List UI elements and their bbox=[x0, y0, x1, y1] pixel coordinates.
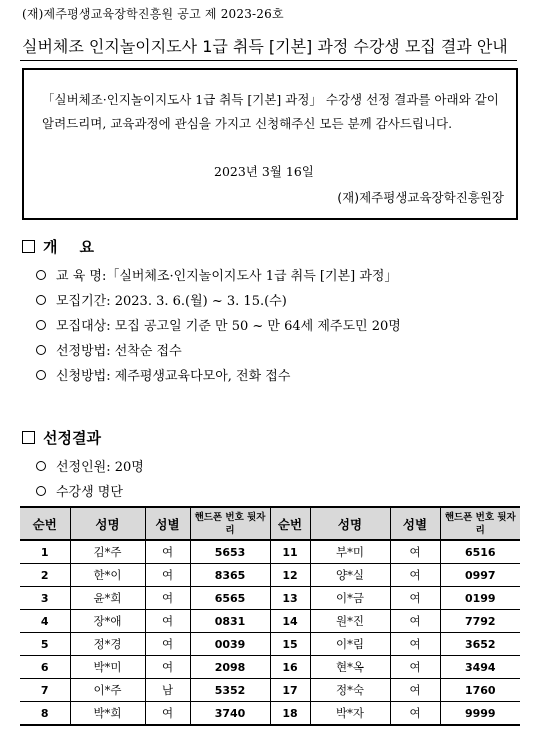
cell-phone: 3652 bbox=[440, 633, 520, 656]
result-item-text: 수강생 명단 bbox=[56, 485, 123, 500]
announcement-text: 「실버체조·인지놀이지도사 1급 취득 [기본] 과정」 수강생 선정 결과를 아래와 같이 알려드리며, 교육과정에 관심을 가지고 신청해주신 모든 분께 감사드립니다. bbox=[42, 92, 499, 131]
cell-name: 이*림 bbox=[310, 633, 390, 656]
table-row bbox=[20, 679, 520, 702]
table-row bbox=[20, 656, 520, 679]
cell-phone: 6565 bbox=[190, 587, 270, 610]
roster-table bbox=[20, 506, 520, 726]
cell-gender: 여 bbox=[390, 656, 440, 679]
cell-name: 정*숙 bbox=[310, 679, 390, 702]
list-item bbox=[36, 337, 401, 362]
list-item bbox=[36, 312, 401, 337]
cell-phone: 0039 bbox=[190, 633, 270, 656]
circle-bullet-icon bbox=[36, 270, 46, 280]
cell-name: 이*주 bbox=[70, 679, 145, 702]
cell-no: 6 bbox=[20, 656, 70, 679]
section-overview-label: 개요 bbox=[43, 238, 116, 256]
header-name: 성명 bbox=[310, 507, 390, 540]
cell-phone: 3740 bbox=[190, 702, 270, 726]
table-row bbox=[20, 587, 520, 610]
circle-bullet-icon bbox=[36, 320, 46, 330]
cell-phone: 0831 bbox=[190, 610, 270, 633]
cell-name: 원*진 bbox=[310, 610, 390, 633]
header-no: 순번 bbox=[20, 507, 70, 540]
cell-gender: 여 bbox=[145, 610, 190, 633]
cell-phone: 2098 bbox=[190, 656, 270, 679]
list-item bbox=[36, 287, 401, 312]
cell-no: 17 bbox=[270, 679, 310, 702]
announcement-box bbox=[22, 68, 518, 220]
circle-bullet-icon bbox=[36, 295, 46, 305]
cell-gender: 여 bbox=[145, 587, 190, 610]
cell-gender: 여 bbox=[145, 656, 190, 679]
cell-name: 박*희 bbox=[70, 702, 145, 726]
result-item-text: 선정인원: 20명 bbox=[56, 460, 144, 475]
cell-phone: 6516 bbox=[440, 540, 520, 564]
cell-gender: 여 bbox=[145, 702, 190, 726]
cell-phone: 7792 bbox=[440, 610, 520, 633]
cell-name: 현*옥 bbox=[310, 656, 390, 679]
cell-gender: 여 bbox=[390, 610, 440, 633]
cell-name: 윤*희 bbox=[70, 587, 145, 610]
circle-bullet-icon bbox=[36, 461, 46, 471]
overview-item-text: 모집대상: 모집 공고일 기준 만 50 ~ 만 64세 제주도민 20명 bbox=[56, 319, 401, 334]
cell-phone: 8365 bbox=[190, 564, 270, 587]
list-item bbox=[36, 362, 401, 387]
cell-no: 1 bbox=[20, 540, 70, 564]
cell-phone: 1760 bbox=[440, 679, 520, 702]
cell-no: 11 bbox=[270, 540, 310, 564]
header-gender: 성별 bbox=[390, 507, 440, 540]
cell-gender: 여 bbox=[390, 679, 440, 702]
result-list bbox=[36, 453, 144, 503]
table-row bbox=[20, 564, 520, 587]
cell-phone: 3494 bbox=[440, 656, 520, 679]
cell-name: 장*애 bbox=[70, 610, 145, 633]
cell-no: 13 bbox=[270, 587, 310, 610]
list-item bbox=[36, 262, 401, 287]
section-result-heading bbox=[22, 427, 101, 448]
circle-bullet-icon bbox=[36, 345, 46, 355]
cell-no: 16 bbox=[270, 656, 310, 679]
cell-no: 5 bbox=[20, 633, 70, 656]
cell-no: 7 bbox=[20, 679, 70, 702]
circle-bullet-icon bbox=[36, 370, 46, 380]
header-no: 순번 bbox=[270, 507, 310, 540]
cell-gender: 여 bbox=[145, 633, 190, 656]
notice-number: (재)제주평생교육장학진흥원 공고 제 2023-26호 bbox=[22, 7, 284, 21]
overview-list bbox=[36, 262, 401, 387]
cell-phone: 5352 bbox=[190, 679, 270, 702]
cell-no: 12 bbox=[270, 564, 310, 587]
cell-gender: 여 bbox=[390, 633, 440, 656]
cell-no: 2 bbox=[20, 564, 70, 587]
table-row bbox=[20, 540, 520, 564]
cell-gender: 남 bbox=[145, 679, 190, 702]
list-item bbox=[36, 478, 144, 503]
cell-gender: 여 bbox=[390, 702, 440, 726]
cell-phone: 0997 bbox=[440, 564, 520, 587]
cell-no: 15 bbox=[270, 633, 310, 656]
overview-item-text: 선정방법: 선착순 접수 bbox=[56, 344, 182, 359]
cell-phone: 5653 bbox=[190, 540, 270, 564]
cell-name: 박*미 bbox=[70, 656, 145, 679]
cell-phone: 9999 bbox=[440, 702, 520, 726]
cell-no: 14 bbox=[270, 610, 310, 633]
table-row bbox=[20, 633, 520, 656]
header-gender: 성별 bbox=[145, 507, 190, 540]
cell-name: 한*이 bbox=[70, 564, 145, 587]
issuer-name: (재)제주평생교육장학진흥원장 bbox=[337, 190, 504, 205]
title-divider bbox=[20, 60, 517, 61]
overview-item-text: 교 육 명:「실버체조·인지놀이지도사 1급 취득 [기본] 과정」 bbox=[56, 269, 398, 284]
cell-no: 18 bbox=[270, 702, 310, 726]
cell-name: 이*금 bbox=[310, 587, 390, 610]
cell-no: 3 bbox=[20, 587, 70, 610]
cell-no: 8 bbox=[20, 702, 70, 726]
table-row bbox=[20, 610, 520, 633]
table-row bbox=[20, 702, 520, 726]
table-header-row bbox=[20, 507, 520, 540]
header-phone: 핸드폰 번호 뒷자리 bbox=[190, 507, 270, 540]
announcement-date: 2023년 3월 16일 bbox=[214, 164, 314, 179]
cell-gender: 여 bbox=[390, 540, 440, 564]
square-bullet-icon bbox=[22, 240, 35, 253]
cell-name: 정*경 bbox=[70, 633, 145, 656]
cell-gender: 여 bbox=[145, 564, 190, 587]
overview-item-text: 모집기간: 2023. 3. 6.(월) ~ 3. 15.(수) bbox=[56, 294, 287, 309]
section-result-label: 선정결과 bbox=[43, 429, 101, 447]
page-title: 실버체조 인지놀이지도사 1급 취득 [기본] 과정 수강생 모집 결과 안내 bbox=[22, 37, 508, 56]
cell-gender: 여 bbox=[390, 564, 440, 587]
header-name: 성명 bbox=[70, 507, 145, 540]
cell-no: 4 bbox=[20, 610, 70, 633]
header-phone: 핸드폰 번호 뒷자리 bbox=[440, 507, 520, 540]
cell-name: 부*미 bbox=[310, 540, 390, 564]
cell-name: 양*실 bbox=[310, 564, 390, 587]
cell-name: 김*주 bbox=[70, 540, 145, 564]
cell-name: 박*자 bbox=[310, 702, 390, 726]
overview-item-text: 신청방법: 제주평생교육다모아, 전화 접수 bbox=[56, 369, 291, 384]
square-bullet-icon bbox=[22, 431, 35, 444]
cell-gender: 여 bbox=[145, 540, 190, 564]
list-item bbox=[36, 453, 144, 478]
cell-gender: 여 bbox=[390, 587, 440, 610]
section-overview-heading bbox=[22, 236, 116, 257]
cell-phone: 0199 bbox=[440, 587, 520, 610]
circle-bullet-icon bbox=[36, 486, 46, 496]
